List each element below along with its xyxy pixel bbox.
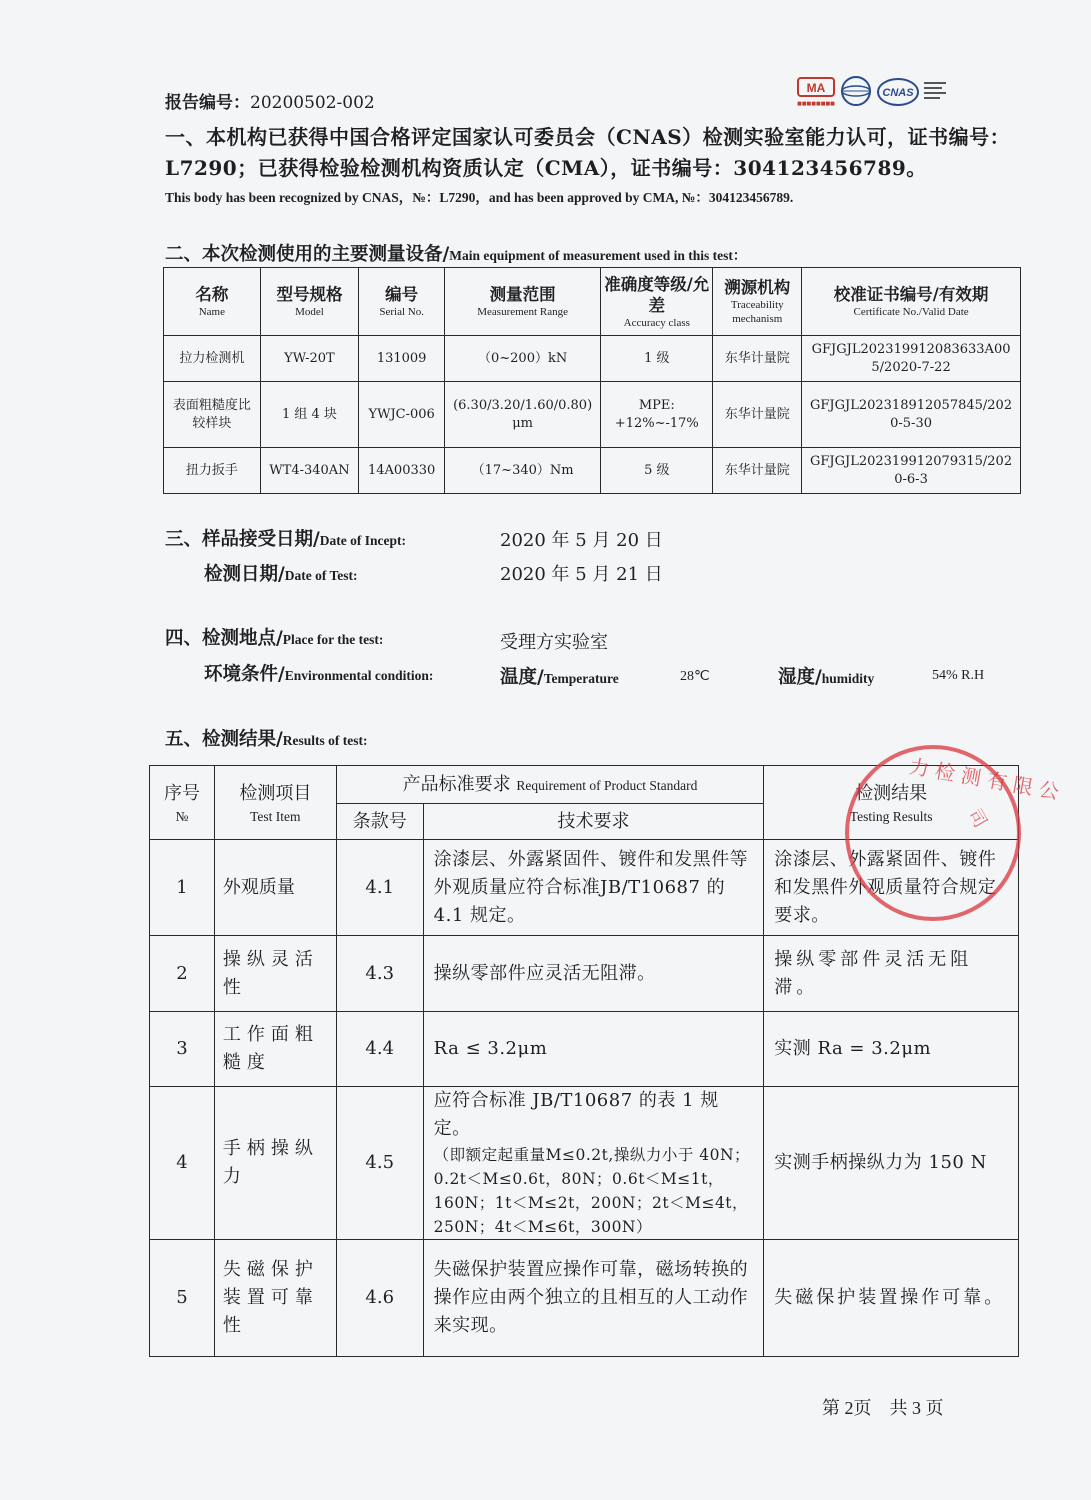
cell-no: 3	[150, 1012, 215, 1087]
results-section-title: 五、检测结果/Results of test:	[165, 729, 368, 750]
col-header-result: 检测结果 Testing Results	[764, 766, 1019, 840]
cell-clause: 4.1	[336, 840, 423, 936]
temperature-value: 28℃	[680, 669, 710, 684]
col-header-traceability: 溯源机构 Traceability mechanism	[713, 268, 802, 336]
cell-clause: 4.3	[336, 936, 423, 1012]
col-header-no: 序号 №	[150, 766, 215, 840]
cell-serial: 14A00330	[359, 448, 445, 494]
svg-text:MA: MA	[806, 81, 826, 95]
report-number	[165, 88, 375, 113]
test-date-label: 检测日期/Date of Test:	[204, 564, 358, 585]
table-row	[150, 1012, 1019, 1087]
cell-name: 拉力检测机	[164, 336, 261, 382]
cell-requirement	[423, 1087, 764, 1240]
col-header-tech: 技术要求	[423, 804, 764, 840]
table-row	[150, 936, 1019, 1012]
col-header-range: 测量范围 Measurement Range	[445, 268, 601, 336]
equipment-section-title	[165, 240, 746, 266]
equipment-table	[163, 267, 1021, 494]
ilac-logo	[842, 77, 870, 105]
table-row	[150, 1087, 1019, 1240]
cell-name: 表面粗糙度比较样块	[164, 382, 261, 448]
cell-item: 外观质量	[214, 840, 336, 936]
cell-no: 1	[150, 840, 215, 936]
page-number: 第 2页 共 3 页	[822, 1398, 944, 1418]
table-row	[164, 448, 1021, 494]
cell-requirement: 失磁保护装置应操作可靠，磁场转换的操作应由两个独立的且相互的人工动作来实现。	[423, 1240, 764, 1357]
cell-range: (6.30/3.20/1.60/0.80) μm	[445, 382, 601, 448]
cell-traceability: 东华计量院	[713, 382, 802, 448]
incept-date-label: 三、样品接受日期/Date of Incept:	[165, 529, 406, 550]
svg-text:力 检 测 有 限 公: 力 检 测 有 限 公	[907, 754, 1061, 805]
cnas-logo	[878, 79, 918, 105]
environment-label: 环境条件/Environmental condition:	[204, 664, 434, 685]
cell-range: （0~200）kN	[445, 336, 601, 382]
cell-no: 2	[150, 936, 215, 1012]
accreditation-statement: 一、本机构已获得中国合格评定国家认可委员会（CNAS）检测实验室能力认可，证书编号： L7290；已获得检验检测机构资质认定（CMA），证书编号：304123456789。	[165, 125, 1011, 180]
report-number-value: 20200502-002	[250, 93, 375, 113]
cell-result: 实测手柄操纵力为 150 N	[764, 1087, 1019, 1240]
cell-item: 工作面粗糙度	[214, 1012, 336, 1087]
incept-date-value: 2020 年 5 月 20 日	[500, 530, 663, 551]
report-number-label: 报告编号：	[165, 93, 250, 113]
cell-certificate: GFJGJL202318912057845/2020-5-30	[802, 382, 1021, 448]
cell-accuracy: 1 级	[601, 336, 713, 382]
cell-result: 操纵零部件灵活无阻滞。	[764, 936, 1019, 1012]
cell-item: 失磁保护装置可靠性	[214, 1240, 336, 1357]
cell-item: 操纵灵活性	[214, 936, 336, 1012]
humidity-label: 湿度/humidity	[778, 667, 875, 688]
equipment-header-row	[164, 268, 1021, 336]
col-header-model: 型号规格 Model	[260, 268, 359, 336]
cell-no: 5	[150, 1240, 215, 1357]
requirement-main: 应符合标准 JB/T10687 的表 1 规定。	[433, 1090, 719, 1139]
cell-requirement: 操纵零部件应灵活无阻滞。	[423, 936, 764, 1012]
cell-traceability: 东华计量院	[713, 448, 802, 494]
accreditation-logos	[796, 74, 956, 108]
humidity-value: 54% R.H	[932, 668, 985, 683]
cell-certificate: GFJGJL202319912079315/2020-6-3	[802, 448, 1021, 494]
equipment-title-cn: 二、本次检测使用的主要测量设备/	[165, 244, 450, 265]
col-header-serial: 编号 Serial No.	[359, 268, 445, 336]
table-row	[164, 382, 1021, 448]
test-date-value: 2020 年 5 月 21 日	[500, 564, 663, 585]
cell-clause: 4.6	[336, 1240, 423, 1357]
cell-clause: 4.4	[336, 1012, 423, 1087]
cell-model: 1 组 4 块	[260, 382, 359, 448]
cell-traceability: 东华计量院	[713, 336, 802, 382]
cell-requirement: 涂漆层、外露紧固件、镀件和发黑件等外观质量应符合标准JB/T10687 的 4.1 规定。	[423, 840, 764, 936]
cell-result: 实测 Ra = 3.2μm	[764, 1012, 1019, 1087]
cma-logo	[797, 78, 835, 107]
cell-range: （17~340）Nm	[445, 448, 601, 494]
temperature-label: 温度/Temperature	[500, 667, 619, 688]
cell-requirement: Ra ≤ 3.2μm	[423, 1012, 764, 1087]
table-row	[164, 336, 1021, 382]
cell-result: 失磁保护装置操作可靠。	[764, 1240, 1019, 1357]
col-header-item: 检测项目 Test Item	[214, 766, 336, 840]
cell-clause: 4.5	[336, 1087, 423, 1240]
cell-item: 手柄操纵力	[214, 1087, 336, 1240]
col-header-accuracy: 准确度等级/允差 Accuracy class	[601, 268, 713, 336]
svg-text:CNAS: CNAS	[882, 87, 914, 99]
svg-text:司: 司	[963, 805, 991, 832]
cell-accuracy: 5 级	[601, 448, 713, 494]
test-place-label: 四、检测地点/Place for the test:	[165, 628, 384, 649]
requirement-detail: （即额定起重量M≤0.2t,操纵力小于 40N；0.2t＜M≤0.6t，80N；0.6t＜M≤1t，160N；1t＜M≤2t，200N；2t＜M≤4t，250N；4t＜M≤6t，300N）	[433, 1146, 751, 1236]
seal-stamp	[838, 738, 1061, 928]
cnas-text-block	[924, 82, 946, 99]
col-header-standard: 产品标准要求 Requirement of Product Standard	[336, 766, 764, 804]
cell-model: YW-20T	[260, 336, 359, 382]
cell-model: WT4-340AN	[260, 448, 359, 494]
cell-name: 扭力扳手	[164, 448, 261, 494]
test-place-value: 受理方实验室	[500, 632, 608, 653]
col-header-name: 名称 Name	[164, 268, 261, 336]
cell-certificate: GFJGJL202319912083633A005/2020-7-22	[802, 336, 1021, 382]
cell-serial: 131009	[359, 336, 445, 382]
cell-no: 4	[150, 1087, 215, 1240]
cell-result: 涂漆层、外露紧固件、镀件和发黑件外观质量符合规定要求。	[764, 840, 1019, 936]
col-header-clause: 条款号	[336, 804, 423, 840]
equipment-title-en: Main equipment of measurement used in this test：	[449, 248, 747, 263]
col-header-certificate: 校准证书编号/有效期 Certificate No./Valid Date	[802, 268, 1021, 336]
svg-text:■■■■■■■■: ■■■■■■■■	[797, 101, 835, 107]
accreditation-statement-en: This body has been recognized by CNAS，№：L7290，and has been approved by CMA, №：304123456789.	[165, 190, 794, 205]
cell-serial: YWJC-006	[359, 382, 445, 448]
table-row	[150, 1240, 1019, 1357]
cell-accuracy: MPE: +12%~-17%	[601, 382, 713, 448]
